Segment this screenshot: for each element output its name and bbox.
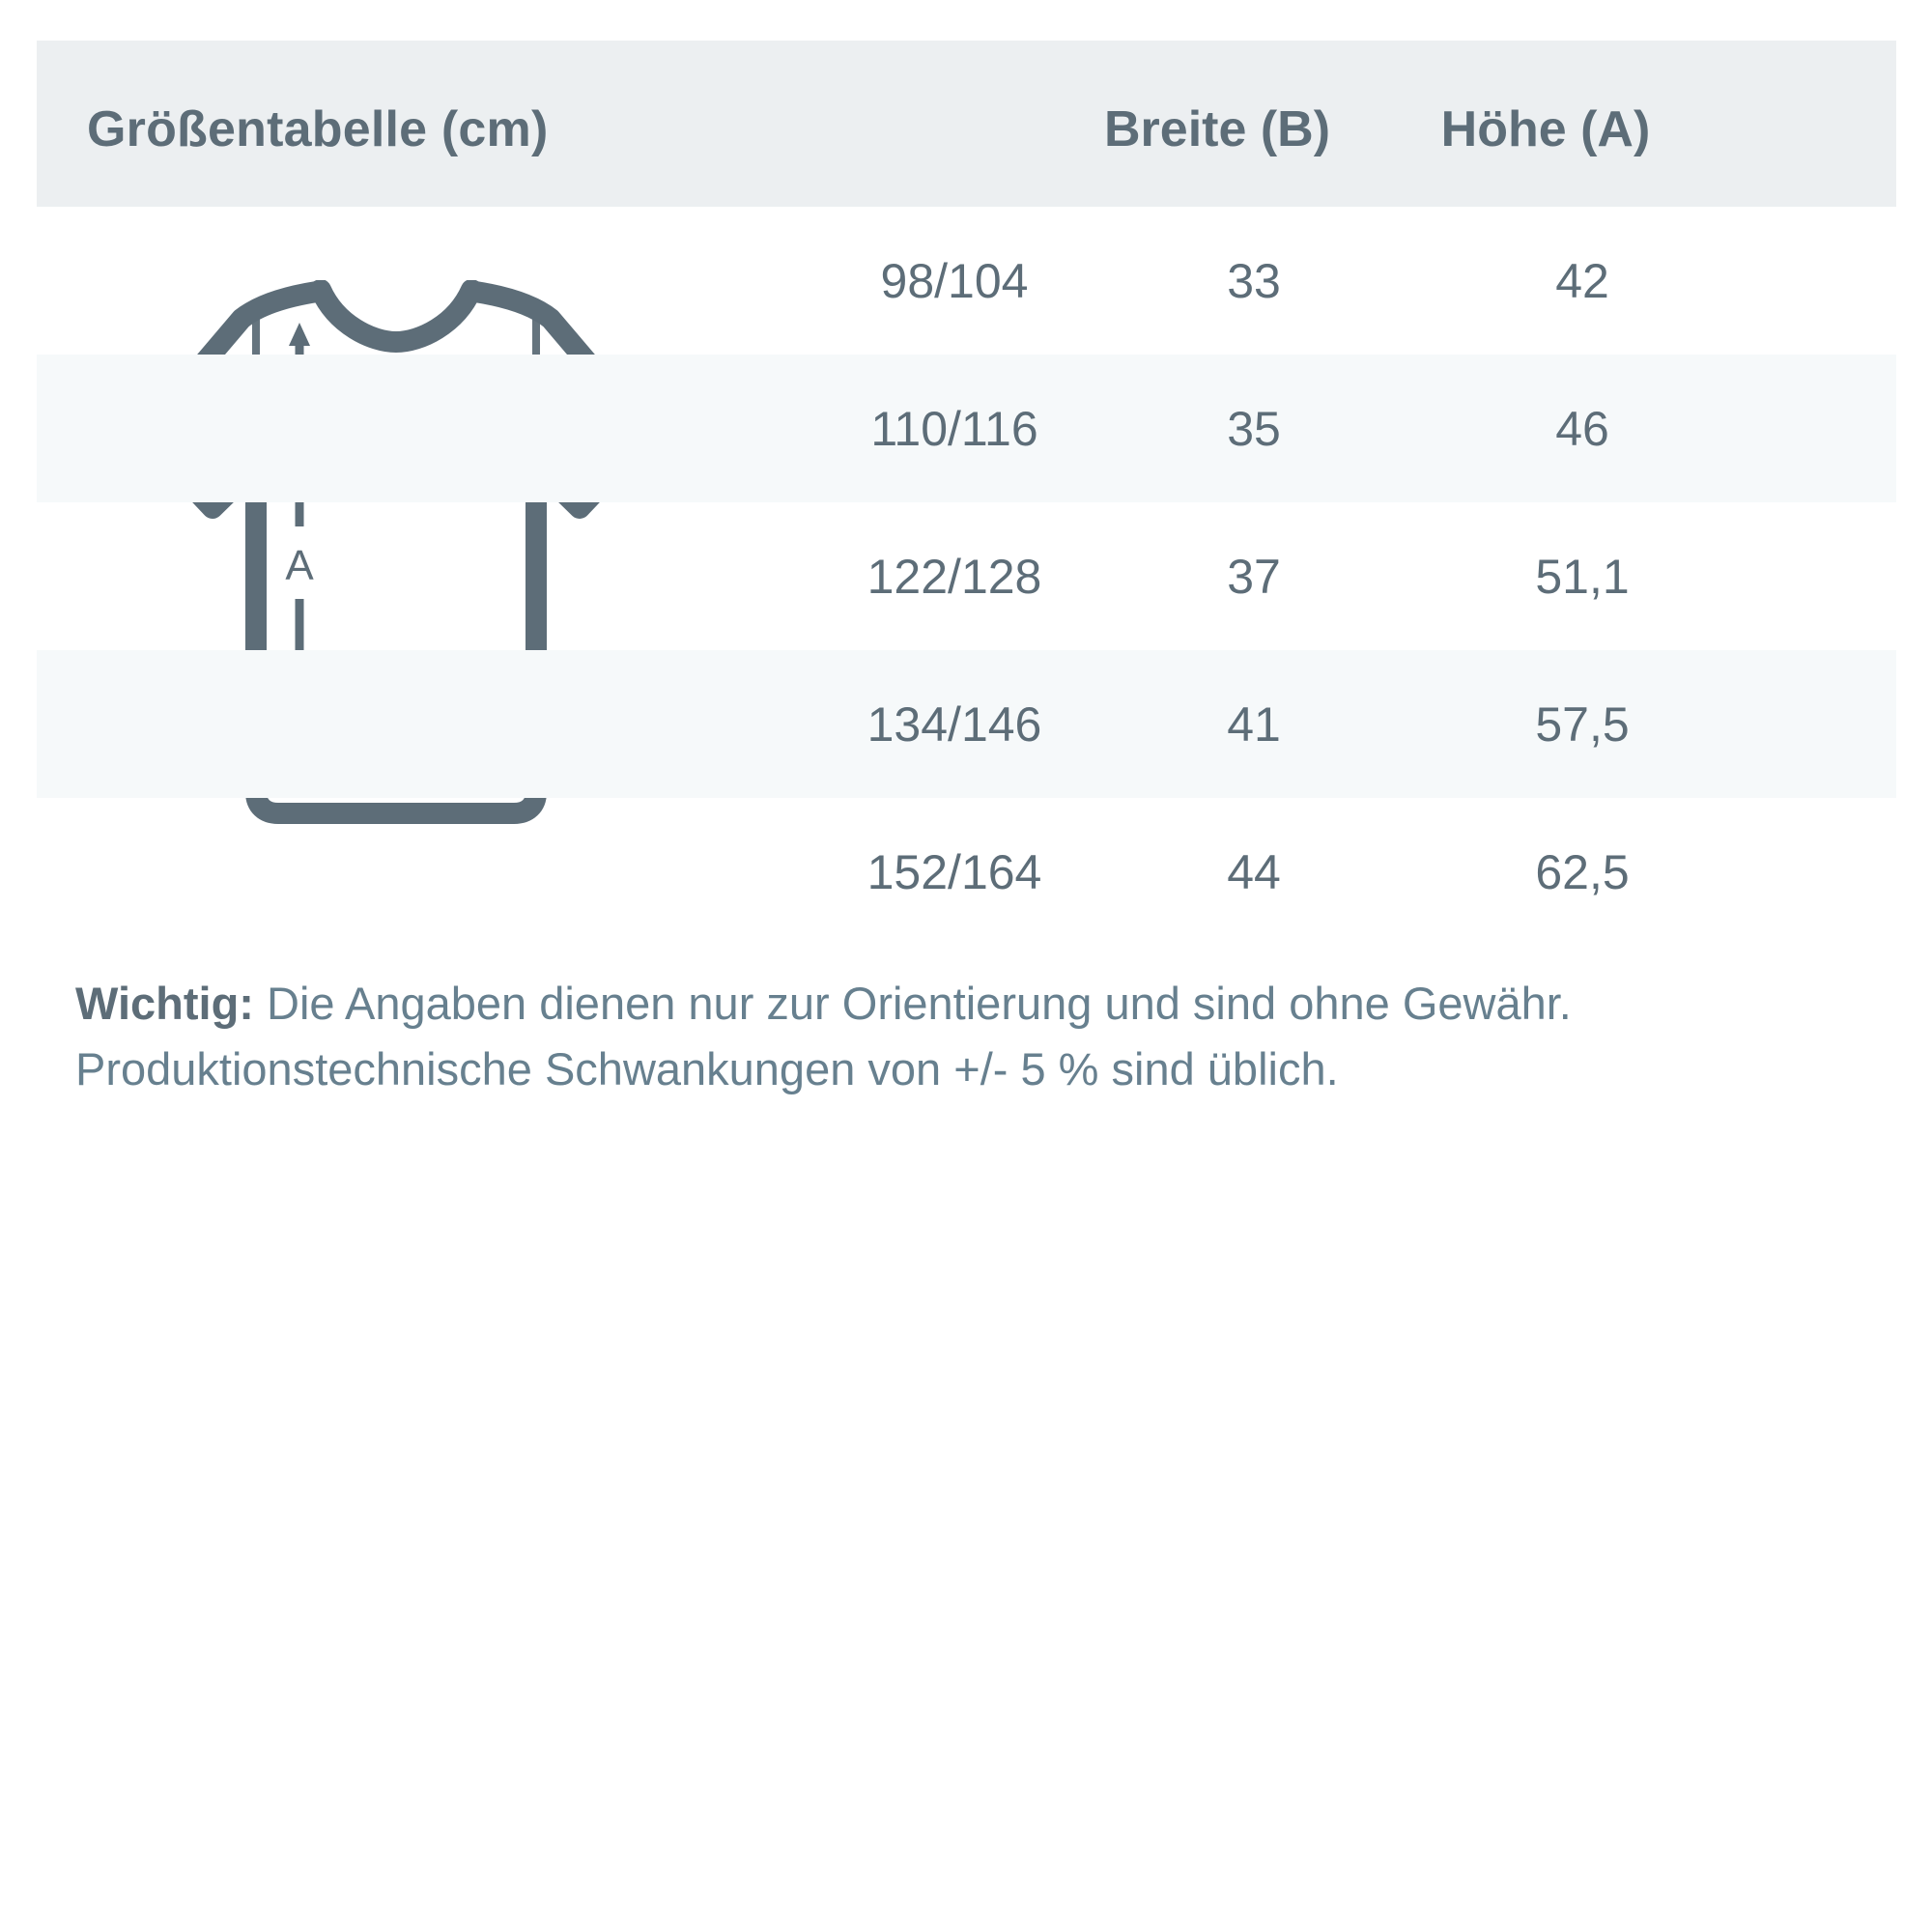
cell-height: 57,5 <box>1535 696 1630 752</box>
disclaimer-text: Die Angaben dienen nur zur Orientierung und sind ohne Gewähr. Produktionstechnische Schwankungen von +/- 5 % sind üblich. <box>75 978 1572 1095</box>
table-row <box>37 355 1896 502</box>
column-header-height: Höhe (A) <box>1440 101 1651 157</box>
cell-width: 44 <box>1227 844 1281 899</box>
cell-width: 33 <box>1227 253 1281 308</box>
table-row <box>37 798 1896 946</box>
column-header-width: Breite (B) <box>1103 101 1331 157</box>
cell-size: 98/104 <box>880 253 1029 308</box>
page-title: Größentabelle (cm) <box>87 101 549 157</box>
cell-width: 41 <box>1227 696 1281 752</box>
cell-size: 152/164 <box>867 844 1042 899</box>
disclaimer-note <box>75 971 1843 1102</box>
cell-height: 51,1 <box>1535 549 1630 604</box>
cell-size: 110/116 <box>870 401 1038 456</box>
cell-height: 42 <box>1555 253 1609 308</box>
cell-width: 35 <box>1227 401 1281 456</box>
table-row <box>37 650 1896 798</box>
table-row <box>37 207 1896 355</box>
cell-height: 62,5 <box>1535 844 1630 899</box>
table-row <box>37 502 1896 650</box>
cell-size: 134/146 <box>867 696 1042 752</box>
cell-width: 37 <box>1227 549 1281 604</box>
cell-size: 122/128 <box>867 549 1042 604</box>
label-a: A <box>285 542 314 589</box>
size-table <box>37 207 1896 946</box>
disclaimer-label: Wichtig: <box>75 978 254 1029</box>
cell-height: 46 <box>1555 401 1609 456</box>
